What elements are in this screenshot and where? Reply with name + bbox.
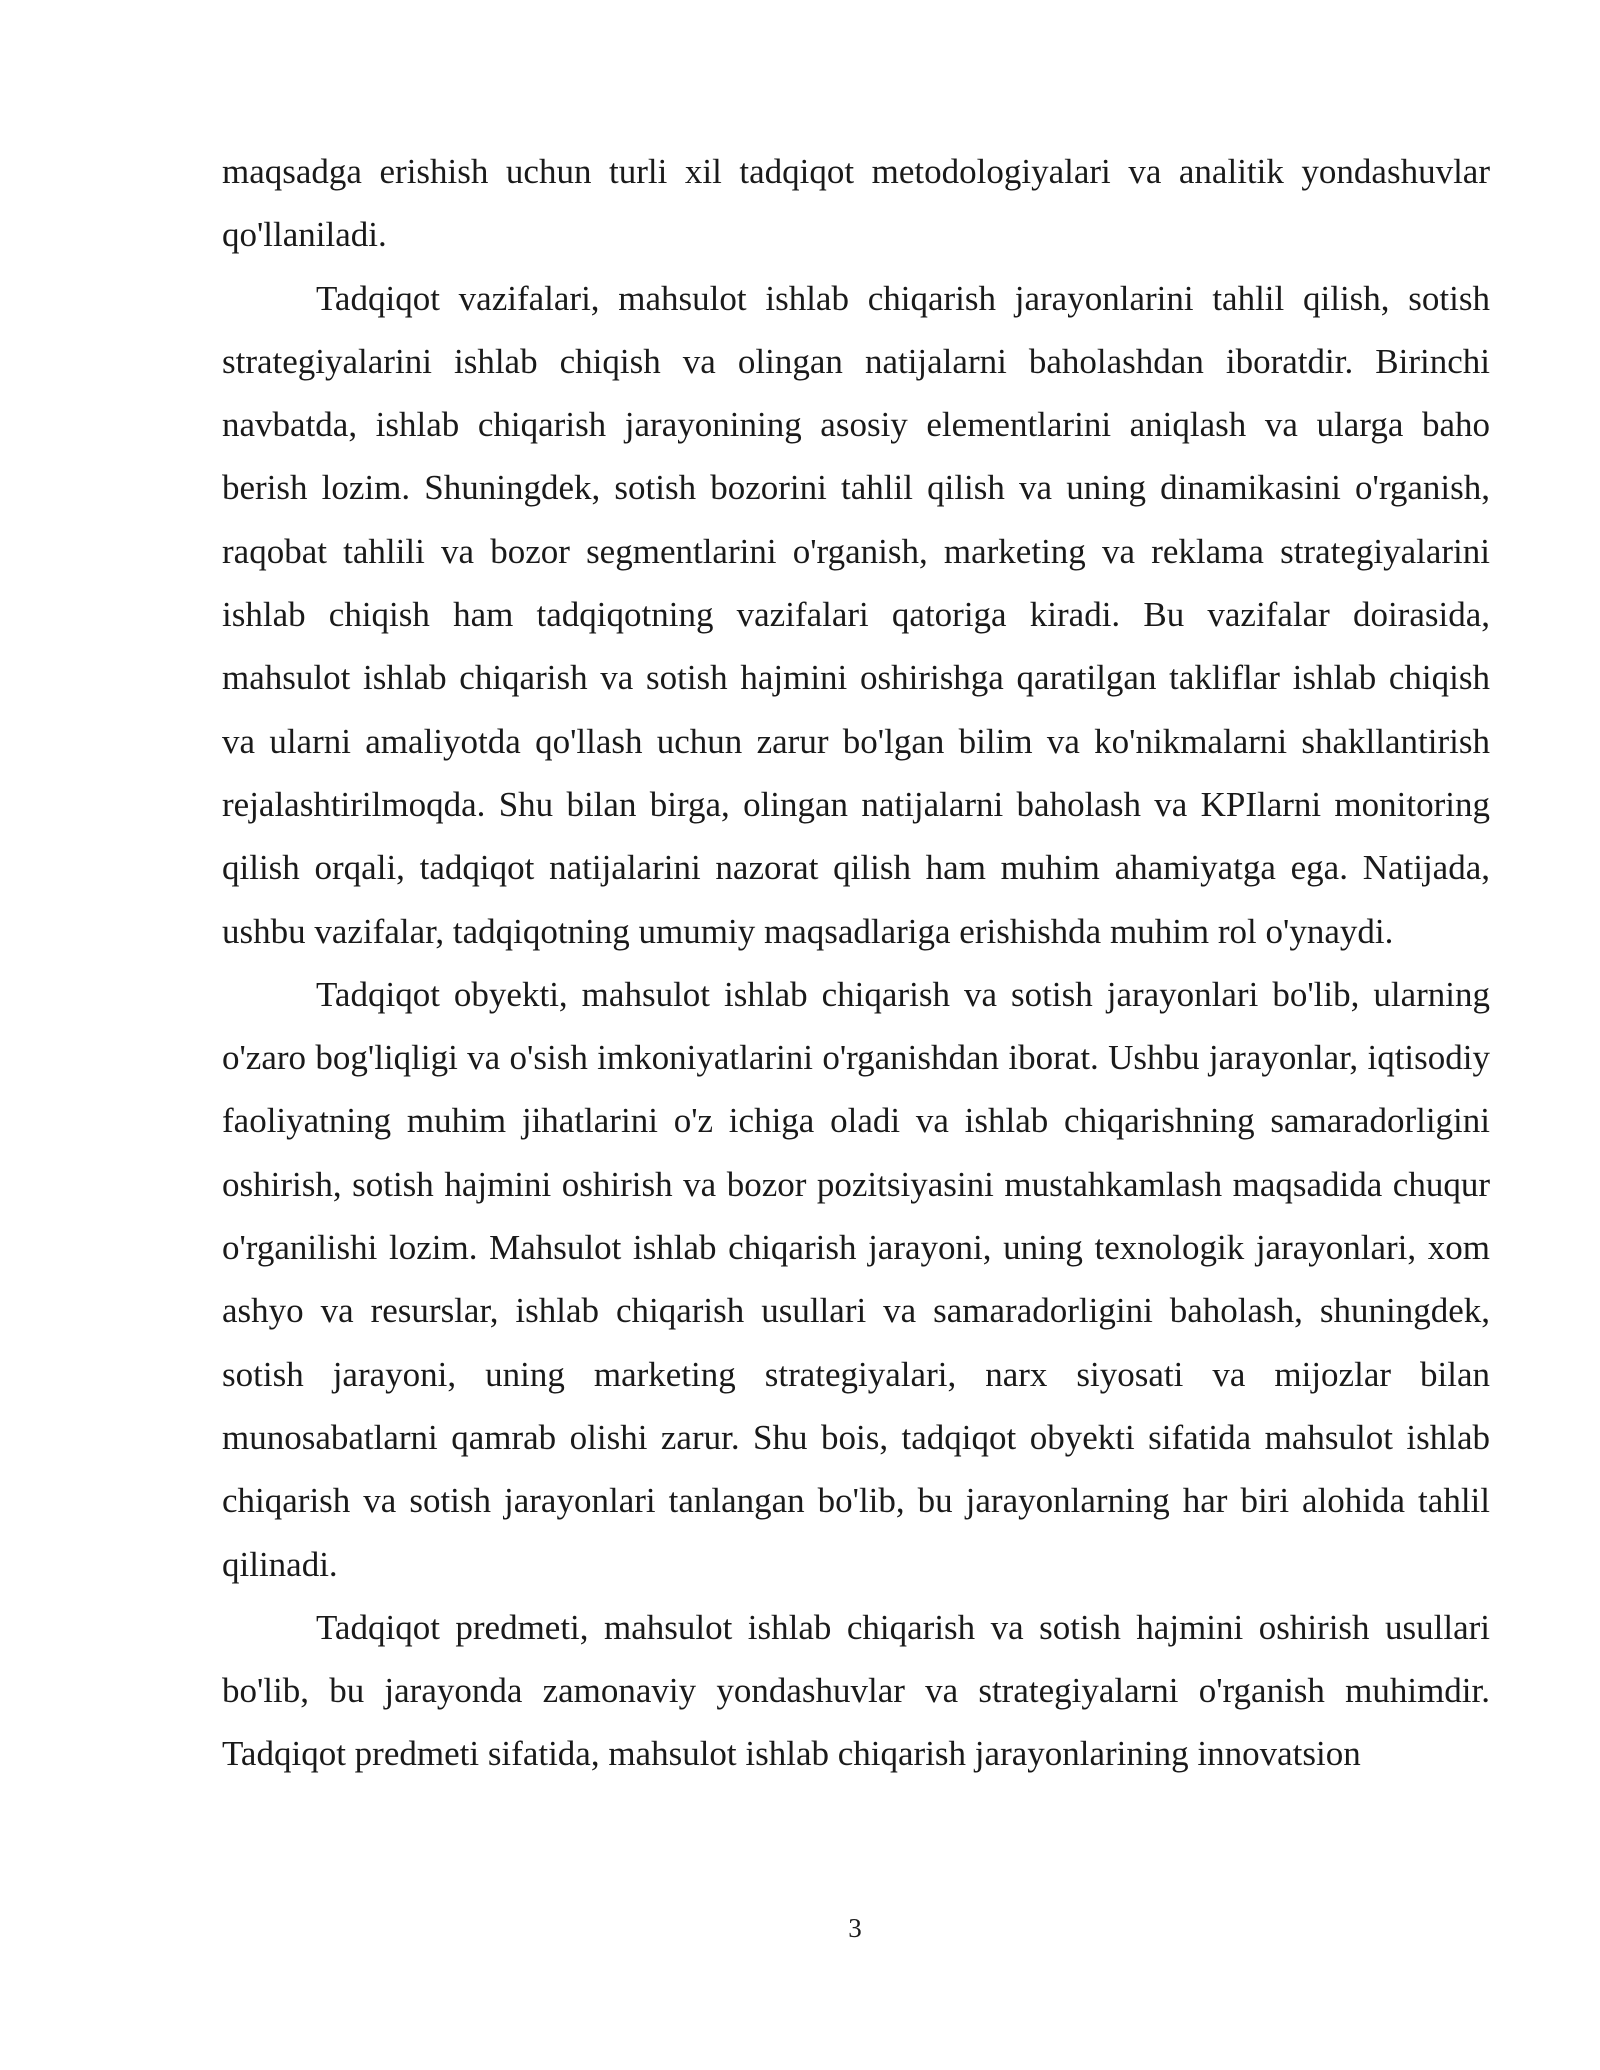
page-number: 3 (848, 1913, 862, 1943)
paragraph-research-object: Tadqiqot obyekti, mahsulot ishlab chiqarish va sotish jarayonlari bo'lib, ularning o'zaro bog'liqligi va o'sish imkoniyatlarini o'rganishdan iborat. Ushbu jarayonlar, iqtisodiy faoliyatning muhim jihatlarini o'z ichiga oladi va ishlab chiqarishning samaradorligini oshirish, sotish hajmini oshirish va bozor pozitsiyasini mustahkamlash maqsadida chuqur o'rganilishi lozim. Mahsulot ishlab chiqarish jarayoni, uning texnologik jarayonlari, xom ashyo va resurslar, ishlab chiqarish usullari va samaradorligini baholash, shuningdek, sotish jarayoni, uning marketing strategiyalari, narx siyosati va mijozlar bilan munosabatlarni qamrab olishi zarur. Shu bois, tadqiqot obyekti sifatida mahsulot ishlab chiqarish va sotish jarayonlari tanlangan bo'lib, bu jarayonlarning har biri alohida tahlil qilinadi. (222, 974, 1490, 1584)
paragraph-continuation: maqsadga erishish uchun turli xil tadqiqot metodologiyalari va analitik yondashuvlar qo'llaniladi. (222, 152, 1490, 255)
paragraph-research-tasks: Tadqiqot vazifalari, mahsulot ishlab chiqarish jarayonlarini tahlil qilish, sotish strategiyalarini ishlab chiqish va olingan natijalarni baholashdan iboratdir. Birinchi navbatda, ishlab chiqarish jarayonining asosiy elementlarini aniqlash va ularga baho berish lozim. Shuningdek, sotish bozorini tahlil qilish va uning dinamikasini o'rganish, raqobat tahlili va bozor segmentlarini o'rganish, marketing va reklama strategiyalarini ishlab chiqish ham tadqiqotning vazifalari qatoriga kiradi. Bu vazifalar doirasida, mahsulot ishlab chiqarish va sotish hajmini oshirishga qaratilgan takliflar ishlab chiqish va ularni amaliyotda qo'llash uchun zarur bo'lgan bilim va ko'nikmalarni shakllantirish rejalashtirilmoqda. Shu bilan birga, olingan natijalarni baholash va KPIlarni monitoring qilish orqali, tadqiqot natijalarini nazorat qilish ham muhim ahamiyatga ega. Natijada, ushbu vazifalar, tadqiqotning umumiy maqsadlariga erishishda muhim rol o'ynaydi. (222, 278, 1490, 951)
paragraph-research-subject: Tadqiqot predmeti, mahsulot ishlab chiqarish va sotish hajmini oshirish usullari bo'lib, bu jarayonda zamonaviy yondashuvlar va strategiyalarni o'rganish muhimdir. Tadqiqot predmeti sifatida, mahsulot ishlab chiqarish jarayonlarining innovatsion (222, 1607, 1490, 1774)
document-body (222, 140, 1490, 1786)
